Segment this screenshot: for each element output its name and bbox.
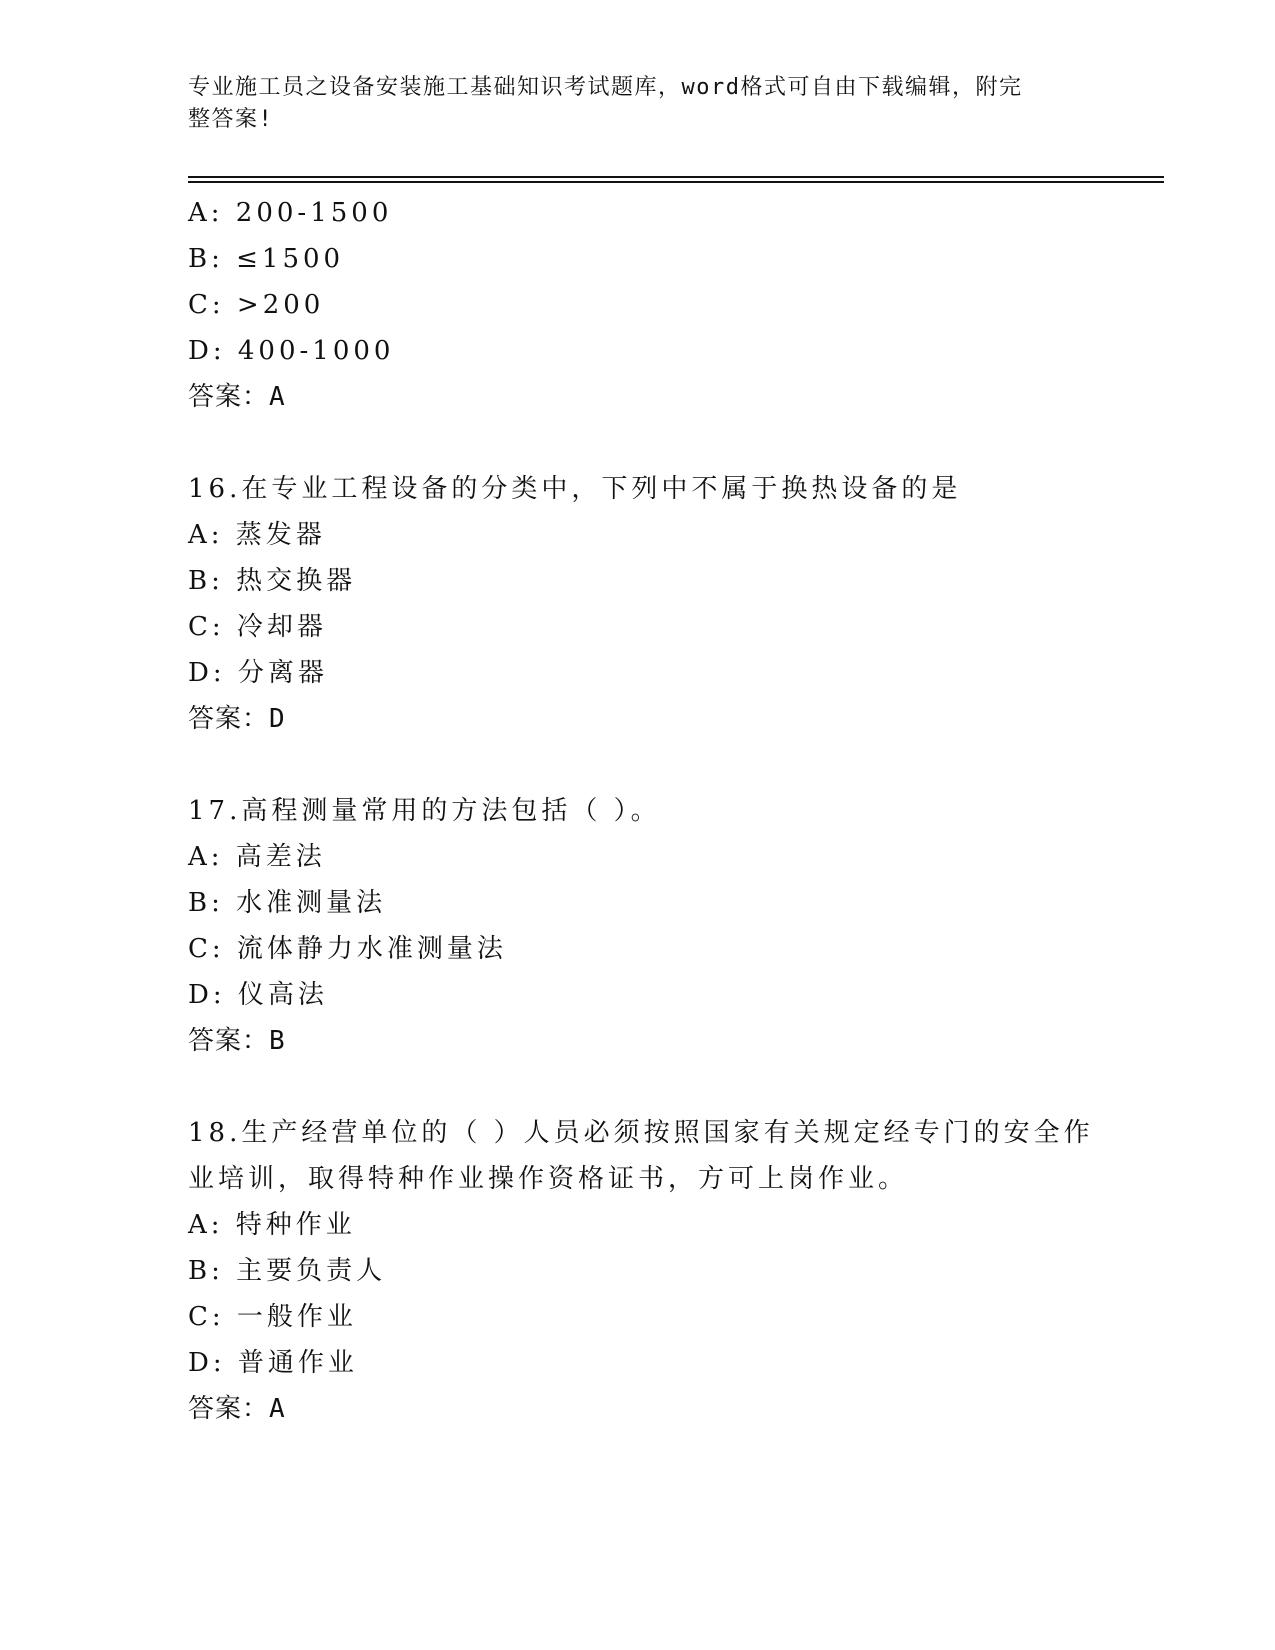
option-d: D: 400-1000 <box>188 336 395 366</box>
question-15-block <box>188 190 1088 420</box>
spacer <box>188 742 1088 788</box>
header-divider-top <box>188 176 1164 178</box>
spacer <box>188 1064 1088 1110</box>
option-d: D: 普通作业 <box>188 1348 358 1378</box>
question-text-line-2: 业培训，取得特种作业操作资格证书，方可上岗作业。 <box>188 1164 909 1194</box>
option-d: D: 分离器 <box>188 658 328 688</box>
option-a: A: 特种作业 <box>188 1210 356 1240</box>
option-c: C: 冷却器 <box>188 612 327 642</box>
option-b: B: 水准测量法 <box>188 888 387 918</box>
header-line-2: 整答案! <box>188 107 274 132</box>
option-c: C: >200 <box>188 290 325 320</box>
option-a: A: 蒸发器 <box>188 520 326 550</box>
option-c: C: 流体静力水准测量法 <box>188 934 507 964</box>
option-a: A: 高差法 <box>188 842 326 872</box>
option-b: B: ≤1500 <box>188 244 345 274</box>
question-text-line-1: 18.生产经营单位的（ ）人员必须按照国家有关规定经专门的安全作 <box>188 1118 1094 1148</box>
question-18-block <box>188 1110 1094 1432</box>
option-b: B: 主要负责人 <box>188 1256 387 1286</box>
question-list <box>188 190 1094 1432</box>
question-text: 17.高程测量常用的方法包括（ ）。 <box>188 796 661 826</box>
option-c: C: 一般作业 <box>188 1302 357 1332</box>
header-line-1: 专业施工员之设备安装施工基础知识考试题库，word格式可自由下载编辑，附完 <box>188 75 1023 100</box>
answer-text: 答案：B <box>188 1026 286 1056</box>
spacer <box>188 420 1088 466</box>
question-text: 16.在专业工程设备的分类中，下列中不属于换热设备的是 <box>188 474 962 504</box>
answer-text: 答案：A <box>188 382 286 412</box>
option-d: D: 仪高法 <box>188 980 328 1010</box>
answer-text: 答案：D <box>188 704 286 734</box>
option-b: B: 热交换器 <box>188 566 357 596</box>
document-header <box>188 72 1088 136</box>
header-divider-bottom <box>188 181 1164 183</box>
question-17-block <box>188 788 1088 1064</box>
answer-text: 答案：A <box>188 1394 286 1424</box>
question-16-block <box>188 466 1088 742</box>
option-a: A: 200-1500 <box>188 198 393 228</box>
